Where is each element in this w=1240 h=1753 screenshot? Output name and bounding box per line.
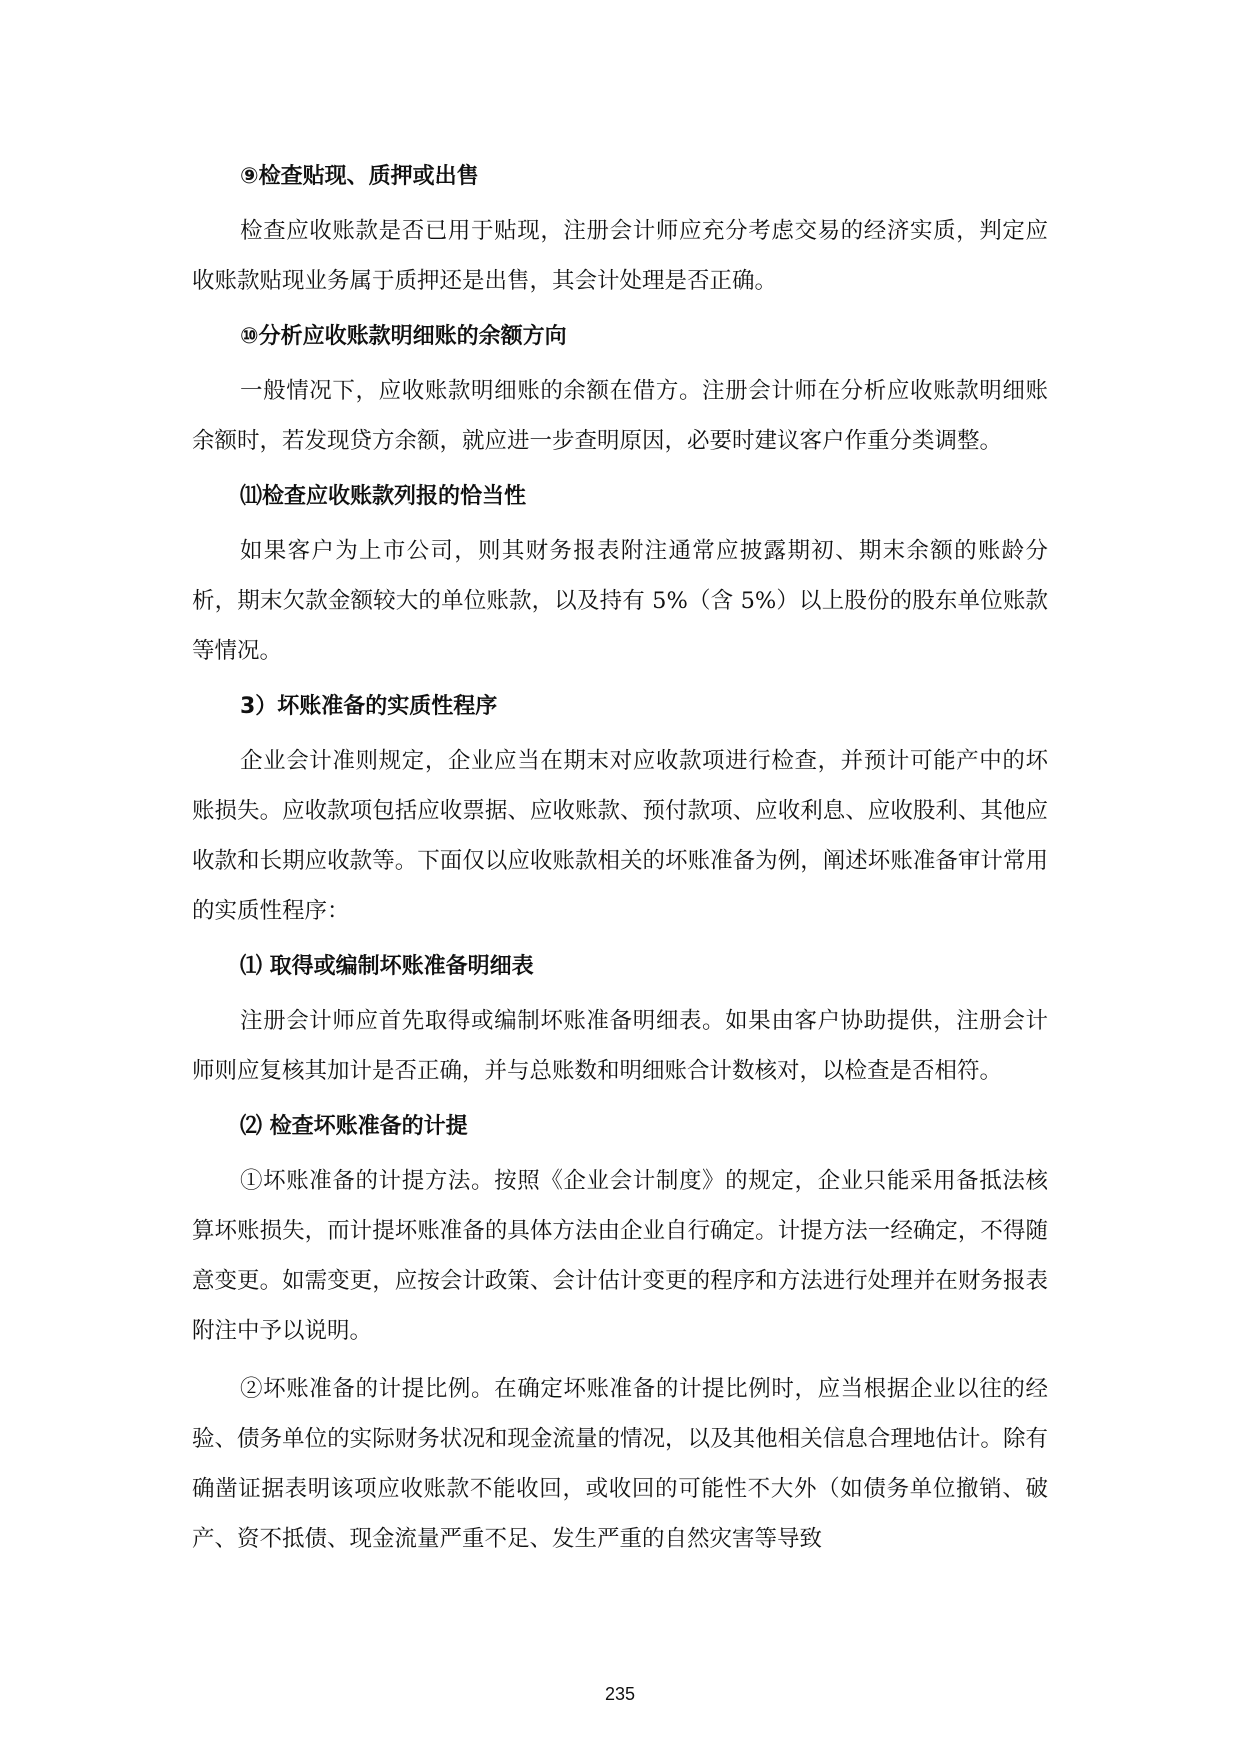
section-heading-bad-debt-procedures: 3）坏账准备的实质性程序 (240, 694, 498, 719)
paragraph-provision-ratio: ②坏账准备的计提比例。在确定坏账准备的计提比例时，应当根据企业以往的经验、债务单位的实际财务状况和现金流量的情况，以及其他相关信息合理地估计。除有确凿证据表明该项应收账款不能收回，或收回的可能性不大外（如债务单位撤销、破产、资不抵债、现金流量严重不足、发生严重的自然灾害等导致 (192, 1376, 1048, 1552)
section-heading-schedule: ⑴ 取得或编制坏账准备明细表 (240, 954, 534, 979)
paragraph-bad-debt-procedures: 企业会计准则规定，企业应当在期末对应收款项进行检查，并预计可能产中的坏账损失。应收款项包括应收票据、应收账款、预付款项、应收利息、应收股利、其他应收款和长期应收款等。下面仅以应收账款相关的坏账准备为例，阐述坏账准备审计常用的实质性程序： (192, 748, 1048, 924)
paragraph-presentation: 如果客户为上市公司，则其财务报表附注通常应披露期初、期末余额的账龄分析，期末欠款金额较大的单位账款，以及持有 5%（含 5%）以上股份的股东单位账款等情况。 (192, 538, 1048, 664)
paragraph-provision-method: ①坏账准备的计提方法。按照《企业会计制度》的规定，企业只能采用备抵法核算坏账损失，而计提坏账准备的具体方法由企业自行确定。计提方法一经确定，不得随意变更。如需变更，应按会计政策、会计估计变更的程序和方法进行处理并在财务报表附注中予以说明。 (192, 1168, 1048, 1344)
paragraph-balance-direction: 一般情况下，应收账款明细账的余额在借方。注册会计师在分析应收账款明细账余额时，若发现贷方余额，就应进一步查明原因，必要时建议客户作重分类调整。 (192, 378, 1048, 454)
paragraph-schedule: 注册会计师应首先取得或编制坏账准备明细表。如果由客户协助提供，注册会计师则应复核其加计是否正确，并与总账数和明细账合计数核对，以检查是否相符。 (192, 1008, 1048, 1084)
page-body (192, 152, 1048, 1564)
paragraph-discounting: 检查应收账款是否已用于贴现，注册会计师应充分考虑交易的经济实质，判定应收账款贴现业务属于质押还是出售，其会计处理是否正确。 (192, 218, 1048, 294)
section-heading-discounting: ⑨检查贴现、质押或出售 (240, 164, 479, 189)
section-heading-provision-check: ⑵ 检查坏账准备的计提 (240, 1114, 468, 1139)
section-heading-presentation: ⑾检查应收账款列报的恰当性 (240, 484, 527, 509)
section-heading-balance-direction: ⑩分析应收账款明细账的余额方向 (240, 324, 567, 349)
page-number: 235 (604, 1684, 636, 1704)
